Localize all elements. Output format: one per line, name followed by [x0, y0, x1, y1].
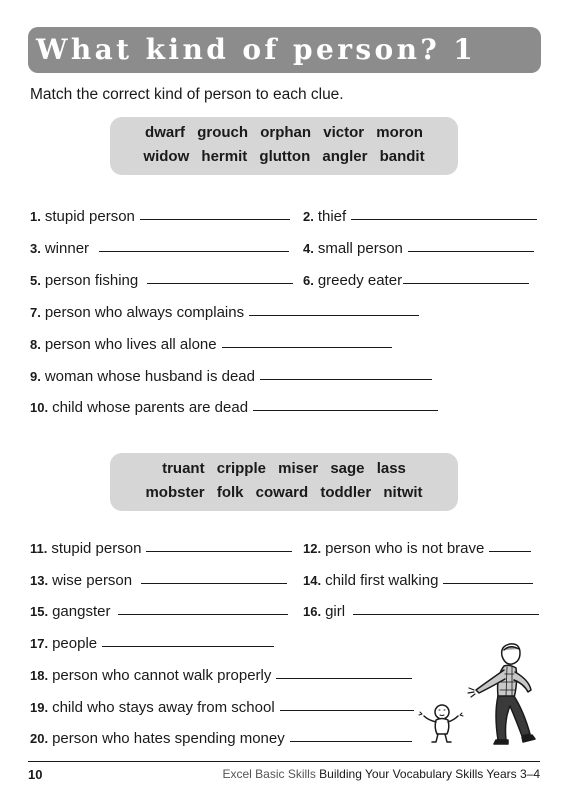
title-banner — [28, 27, 541, 73]
page-title: What kind of person? 1 — [36, 33, 477, 66]
word: cripple — [216, 460, 266, 477]
answer-line[interactable] — [276, 677, 412, 679]
answer-line[interactable] — [408, 250, 534, 252]
clue-text: person who is not brave — [325, 540, 485, 557]
clue-8: 8. person who lives all alone — [30, 336, 392, 353]
footer-divider — [28, 761, 540, 762]
clue-text: woman whose husband is dead — [44, 368, 255, 385]
answer-line[interactable] — [260, 378, 432, 380]
answer-line[interactable] — [443, 582, 533, 584]
clue-1: 1. stupid person — [30, 208, 290, 225]
answer-line[interactable] — [353, 613, 539, 615]
word: orphan — [260, 124, 312, 141]
clue-text: greedy eater — [317, 272, 403, 289]
page-number: 10 — [28, 767, 43, 782]
clue-text: person who always complains — [44, 304, 245, 321]
answer-line[interactable] — [403, 282, 529, 284]
clue-7: 7. person who always complains — [30, 304, 419, 321]
clue-6: 6. greedy eater — [303, 272, 529, 289]
answer-line[interactable] — [290, 740, 412, 742]
word: folk — [216, 484, 244, 501]
clue-4: 4. small person — [303, 240, 534, 257]
answer-line[interactable] — [102, 645, 274, 647]
word: moron — [376, 124, 423, 141]
clue-17: 17. people — [30, 635, 274, 652]
answer-line[interactable] — [280, 709, 414, 711]
word: bandit — [379, 148, 425, 165]
answer-line[interactable] — [140, 218, 290, 220]
parent-toddler-illustration — [418, 638, 546, 750]
clue-19: 19. child who stays away from school — [30, 699, 414, 716]
clue-5: 5. person fishing — [30, 272, 293, 289]
answer-line[interactable] — [222, 346, 392, 348]
word-bank-1-row-1 — [110, 124, 458, 141]
answer-line[interactable] — [146, 550, 292, 552]
word-bank-1-row-2 — [110, 148, 458, 165]
word: sage — [330, 460, 365, 477]
clue-text: person fishing — [44, 272, 139, 289]
clue-text: girl — [325, 603, 346, 620]
clue-text: child who stays away from school — [52, 699, 275, 716]
clue-text: thief — [317, 208, 347, 225]
clue-text: stupid person — [44, 208, 135, 225]
clue-16: 16. girl — [303, 603, 539, 620]
clue-20: 20. person who hates spending money — [30, 730, 412, 747]
word: dwarf — [145, 124, 186, 141]
clue-text: child first walking — [325, 572, 439, 589]
word: coward — [255, 484, 309, 501]
instruction-text: Match the correct kind of person to each clue. — [30, 86, 344, 103]
clue-text: small person — [317, 240, 403, 257]
clue-text: gangster — [52, 603, 111, 620]
clue-text: child whose parents are dead — [52, 399, 249, 416]
word: toddler — [320, 484, 372, 501]
word: miser — [278, 460, 319, 477]
answer-line[interactable] — [489, 550, 531, 552]
word: widow — [143, 148, 190, 165]
clue-text: wise person — [52, 572, 133, 589]
series-name: Excel Basic Skills — [222, 767, 316, 781]
word: victor — [323, 124, 365, 141]
book-title: Building Your Vocabulary Skills Years 3–4 — [319, 767, 540, 781]
word: angler — [322, 148, 368, 165]
clue-12: 12. person who is not brave — [303, 540, 531, 557]
clue-text: person who cannot walk properly — [52, 667, 272, 684]
clue-text: people — [52, 635, 98, 652]
word-bank-1 — [110, 117, 458, 175]
footer-credit — [222, 767, 540, 781]
clue-18: 18. person who cannot walk properly — [30, 667, 412, 684]
word: nitwit — [383, 484, 423, 501]
answer-line[interactable] — [141, 582, 287, 584]
answer-line[interactable] — [351, 218, 537, 220]
clue-3: 3. winner — [30, 240, 289, 257]
clue-11: 11. stupid person — [30, 540, 292, 557]
clue-text: person who hates spending money — [52, 730, 285, 747]
answer-line[interactable] — [147, 282, 293, 284]
clue-text: stupid person — [51, 540, 142, 557]
word: hermit — [201, 148, 248, 165]
word: glutton — [259, 148, 311, 165]
answer-line[interactable] — [99, 250, 289, 252]
clue-2: 2. thief — [303, 208, 537, 225]
answer-line[interactable] — [253, 409, 438, 411]
word: truant — [162, 460, 205, 477]
clue-text: winner — [44, 240, 90, 257]
clue-14: 14. child first walking — [303, 572, 533, 589]
clue-15: 15. gangster — [30, 603, 288, 620]
word-bank-2-row-2 — [110, 484, 458, 501]
word: mobster — [145, 484, 205, 501]
word: lass — [376, 460, 406, 477]
answer-line[interactable] — [249, 314, 419, 316]
answer-line[interactable] — [118, 613, 288, 615]
word: grouch — [197, 124, 249, 141]
clue-13: 13. wise person — [30, 572, 287, 589]
word-bank-2 — [110, 453, 458, 511]
word-bank-2-row-1 — [110, 460, 458, 477]
clue-text: person who lives all alone — [44, 336, 217, 353]
clue-10: 10. child whose parents are dead — [30, 399, 438, 416]
clue-9: 9. woman whose husband is dead — [30, 368, 432, 385]
